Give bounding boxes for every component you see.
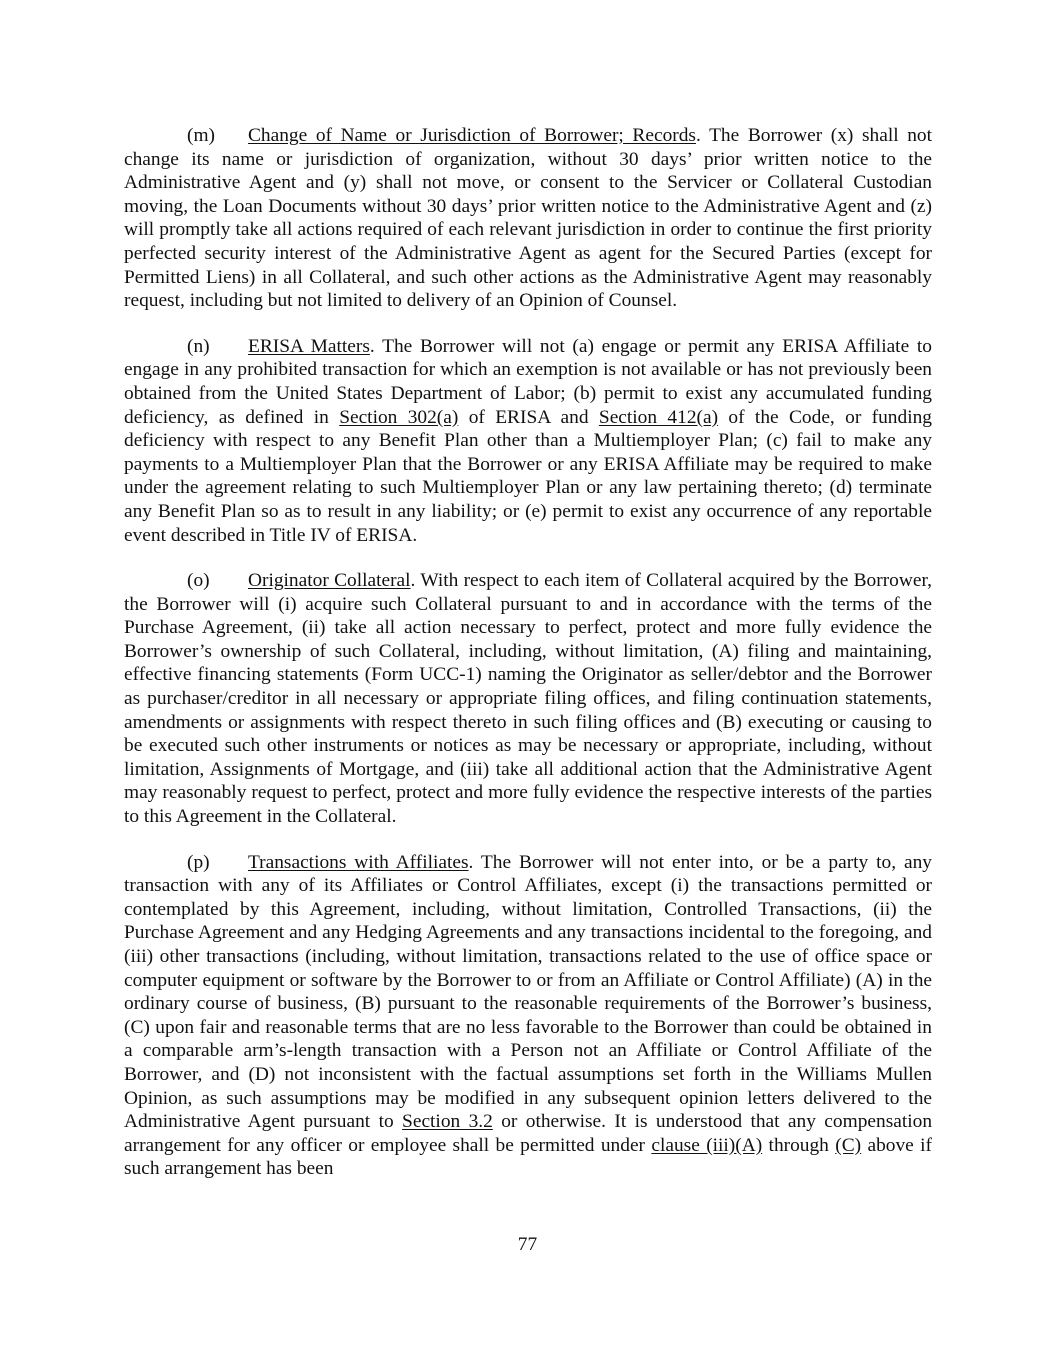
section-m: [124, 124, 932, 313]
section-heading: ERISA Matters: [248, 335, 370, 357]
section-marker: (m): [187, 125, 215, 146]
section-n: [124, 335, 932, 547]
section-text: of ERISA and: [458, 406, 599, 428]
section-o: [124, 569, 932, 829]
section-heading: Change of Name or Jurisdiction of Borrower; Records: [248, 125, 696, 146]
clause-reference: (C): [835, 1134, 862, 1156]
section-marker: (o): [187, 570, 210, 592]
section-text: or otherwise. It is understood that any compensation arrangement for any officer or employee shall be permitted under: [124, 1111, 933, 1156]
section-marker: (p): [187, 851, 210, 873]
section-text: of the Code, or funding deficiency with respect to any Benefit Plan other than a Multiemployer Plan; (c) fail to make any payments to a Multiemployer Plan that the Borrower or any ERISA Affiliate may be required to make under the agreement relating to such Multiemployer Plan or any law pertaining thereto; (d) terminate any Benefit Plan so as to result in any liability; or (e) permit to exist any occurrence of any reportable event described in Title IV of ERISA.: [124, 406, 932, 546]
section-reference: Section 412(a): [598, 406, 719, 428]
clause-reference: clause (iii)(A): [651, 1134, 763, 1156]
section-text: . The Borrower (x) shall not change its name or jurisdiction of organization, without 30 days’ prior written notice to the Administrative Agent and (y) shall not move, or consent to the Servicer or Collateral Custodian moving, the Loan Documents without 30 days’ prior written notice to the Administrative Agent and (z) will promptly take all actions required of each relevant jurisdiction in order to continue the first priority perfected security interest of the Administrative Agent as agent for the Secured Parties (except for Permitted Liens) in all Collateral, and such other actions as the Administrative Agent may reasonably request, including but not limited to delivery of an Opinion of Counsel.: [124, 125, 932, 312]
section-text: through: [762, 1134, 836, 1156]
section-heading: Originator Collateral: [248, 570, 411, 592]
section-p: [124, 851, 932, 1181]
section-reference: Section 302(a): [339, 406, 459, 428]
section-text: . The Borrower will not enter into, or be a party to, any transaction with any of its Affiliates or Control Affiliates, except (i) the transactions permitted or contemplated by this Agreement, including, without limitation, Controlled Transactions, (ii) the Purchase Agreement and any Hedging Agreements and any transactions incidental to the foregoing, and (iii) other transactions (including, without limitation, transactions related to the use of office space or computer equipment or software by the Borrower to or from an Affiliate or Control Affiliate) (A) in the ordinary course of business, (B) pursuant to the reasonable requirements of the Borrower’s business, (C) upon fair and reasonable terms that are no less favorable to the Borrower than could be obtained in a comparable arm’s-length transaction with a Person not an Affiliate or Control Affiliate of the Borrower, and (D) not inconsistent with the factual assumptions set forth in the Williams Mullen Opinion, as such assumptions may be modified in any subsequent opinion letters delivered to the Administrative Agent pursuant to: [124, 851, 932, 1133]
section-text: . The Borrower will not (a) engage or permit any ERISA Affiliate to engage in any prohibited transaction for which an exemption is not available or has not previously been obtained from the United States Department of Labor; (b) permit to exist any accumulated funding deficiency, as defined in: [124, 335, 932, 428]
page-number: 77: [517, 1234, 538, 1255]
section-heading: Transactions with Affiliates: [248, 851, 469, 873]
document-page: [124, 124, 932, 1181]
section-text: . With respect to each item of Collateral acquired by the Borrower, the Borrower will (i) acquire such Collateral pursuant to and in accordance with the terms of the Purchase Agreement, (ii) take all action necessary to perfect, protect and more fully evidence the Borrower’s ownership of such Collateral, including, without limitation, (A) filing and maintaining, effective financing statements (Form UCC-1) naming the Originator as seller/debtor and the Borrower as purchaser/creditor in all necessary or appropriate filing offices, and filing continuation statements, amendments or assignments with respect thereto in such filing offices and (B) executing or causing to be executed such other instruments or notices as may be necessary or appropriate, including, without limitation, Assignments of Mortgage, and (iii) take all additional action that the Administrative Agent may reasonably request to perfect, protect and more fully evidence the respective interests of the parties to this Agreement in the Collateral.: [124, 570, 932, 828]
section-text: above if such arrangement has been: [124, 1134, 932, 1180]
section-marker: (n): [187, 335, 210, 357]
section-reference: Section 3.2: [402, 1111, 493, 1133]
